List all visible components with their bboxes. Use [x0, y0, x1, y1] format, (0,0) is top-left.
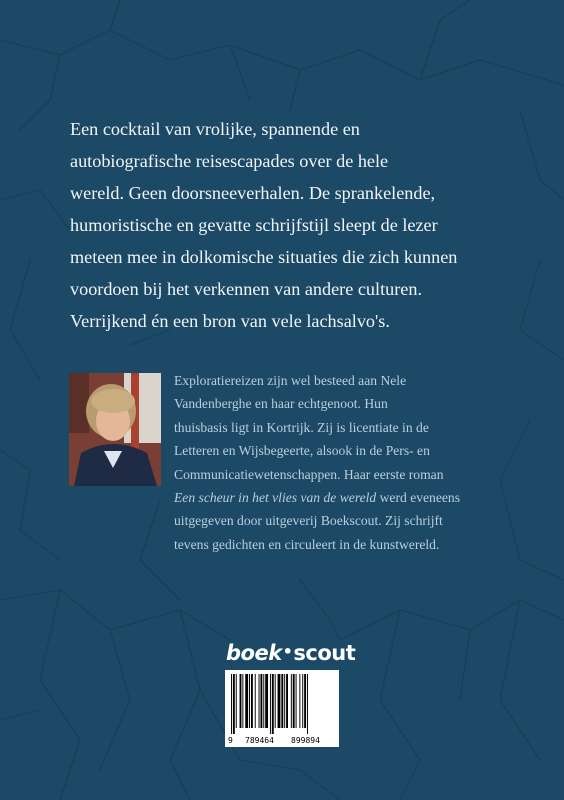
novel-title: Een scheur in het vlies van de wereld	[174, 490, 377, 506]
blurb-line: meteen mee in dolkomische situaties die zich kunnen	[70, 247, 458, 267]
publisher-logo	[226, 641, 355, 665]
bio-line: Communicatiewetenschappen. Haar eerste roman	[174, 466, 444, 482]
barcode-bar	[278, 674, 281, 728]
bio-line-tail: werd eveneens	[376, 490, 461, 506]
barcode-bar	[249, 674, 250, 728]
blurb-line: Een cocktail van vrolijke, spannende en	[70, 119, 360, 139]
barcode-bar	[263, 674, 264, 728]
barcode-bar	[284, 674, 285, 728]
barcode-bar	[231, 674, 232, 734]
bio-line-with-title	[174, 486, 514, 509]
barcode-bar	[251, 674, 253, 728]
blurb-line: Verrijkend én een bron van vele lachsalvo's.	[70, 311, 390, 331]
barcode-digit-first: 9	[228, 736, 233, 745]
isbn-barcode	[225, 670, 339, 747]
bio-line: Exploratiereizen zijn wel besteed aan Nele	[174, 373, 407, 388]
barcode-bar	[286, 674, 288, 728]
logo-part-scout: scout	[293, 641, 356, 665]
barcode-bar	[299, 674, 300, 728]
barcode-bar	[255, 674, 256, 728]
barcode-bar	[233, 674, 235, 734]
blurb-line: voordoen bij het verkennen van andere culturen.	[70, 279, 422, 299]
bio-line: uitgegeven door uitgeverij Boekscout. Zij schrijft	[174, 513, 443, 529]
logo-part-boek: boek	[226, 641, 282, 665]
barcode-bar	[272, 674, 274, 734]
author-photo	[69, 373, 161, 486]
barcode-bar	[245, 674, 248, 728]
barcode-bar	[265, 674, 268, 728]
barcode-bar	[242, 674, 243, 728]
barcode-bar	[240, 674, 242, 728]
barcode-digits-group1: 789464	[245, 736, 274, 745]
barcode-bar	[291, 674, 292, 728]
barcode-bar	[307, 674, 308, 734]
barcode-bar	[260, 674, 262, 728]
blurb-line: humoristische en gevatte schrijfstijl sleept de lezer	[70, 215, 438, 235]
barcode-bar	[259, 674, 260, 728]
bio-line: Letteren en Wijsbegeerte, alsook in de Pers- en	[174, 443, 430, 459]
logo-dot: •	[282, 642, 293, 661]
barcode-bar	[281, 674, 283, 728]
barcode-bar	[275, 674, 276, 728]
barcode-bar	[302, 674, 303, 728]
bio-line: Vandenberghe en haar echtgenoot. Hun	[174, 396, 388, 412]
barcode-bar	[293, 674, 295, 728]
barcode-bar	[236, 674, 237, 728]
author-bio	[174, 369, 514, 556]
barcode-bars	[229, 674, 335, 734]
barcode-bar	[296, 674, 297, 728]
blurb-line: wereld. Geen doorsneeverhalen. De sprankelende,	[70, 183, 436, 203]
blurb-line: autobiografische reisescapades over de hele	[70, 151, 389, 171]
back-cover-blurb	[70, 113, 520, 337]
barcode-bar	[304, 674, 306, 728]
barcode-bar	[270, 674, 271, 734]
bio-line: tevens gedichten en circuleert in de kunstwereld.	[174, 536, 440, 552]
bio-line: thuisbasis ligt in Kortrijk. Zij is licentiate in de	[174, 419, 429, 435]
barcode-digits-group2: 899894	[291, 736, 320, 745]
